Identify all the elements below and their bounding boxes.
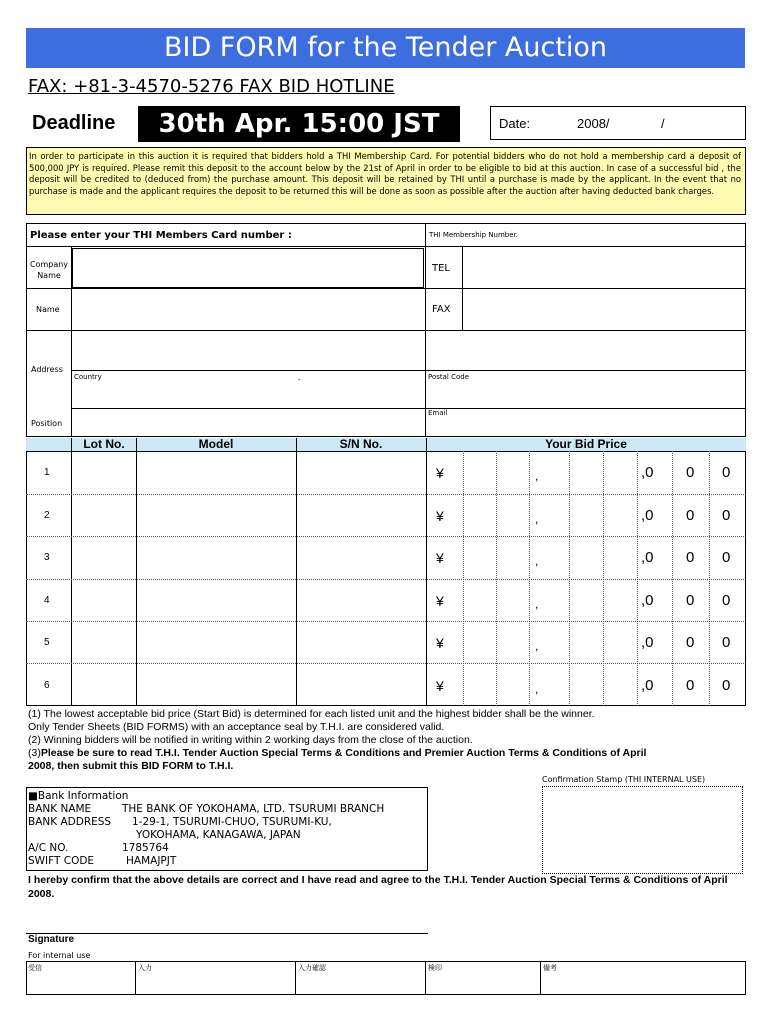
grid-line [295,961,296,995]
row-number: 1 [44,467,50,478]
thousands-comma: , [535,682,539,696]
grid-line [426,438,427,706]
grid-line [296,438,297,706]
name-input[interactable] [72,290,424,329]
country-label: Country [74,373,102,381]
bank-name-value: THE BANK OF YOKOHAMA, LTD. TSURUMI BRANCH [122,803,385,815]
thousands-comma: , [535,597,539,611]
bank-name-label: BANK NAME [28,803,92,815]
account-number-label: A/C NO. [28,842,69,854]
bank-information [26,787,428,871]
grid-line [26,288,746,289]
row-number: 5 [44,637,50,648]
signature-line[interactable] [26,933,428,934]
thousands-comma: , [535,639,539,653]
internal-col-remarks: 備考 [543,965,557,972]
thousands-comma: , [535,554,539,568]
name-label: Name [36,305,60,314]
position-label: Position [31,419,63,428]
note-1: (1) The lowest acceptable bid price (Start Bid) is determined for each listed unit and the highest bidder shall be the winner. [28,708,595,720]
signature-label: Signature [28,934,75,945]
grid-line [26,246,746,247]
grid-line [136,438,137,706]
grid-line [26,536,746,537]
bank-address-label: BANK ADDRESS [28,816,112,828]
internal-use-label: For internal use [28,951,91,960]
sn-header: S/N No. [339,437,383,451]
bank-heading: ■Bank Information [28,790,129,802]
fax-input[interactable] [463,290,745,329]
lot-header: Lot No. [83,437,125,451]
grid-line [71,438,72,706]
deadline-value: 30th Apr. 15:00 JST [138,106,460,142]
thousands-comma: , [535,512,539,526]
yen-sign: ¥ [436,508,444,524]
grid-line [135,961,136,995]
confirmation-stamp-box [542,786,743,874]
row-number: 3 [44,552,50,563]
yen-sign: ¥ [436,550,444,566]
member-card-prompt: Please enter your THI Members Card number : [30,230,292,241]
company-name-input[interactable] [72,248,424,288]
date-label: Date: [499,116,531,131]
internal-col-seal: 検印 [428,965,442,972]
account-number-value: 1785764 [122,842,169,854]
fax-hotline: FAX: +81-3-4570-5276 FAX BID HOTLINE [28,76,395,97]
date-year: 2008/ [577,116,610,131]
thousands-comma: , [535,469,539,483]
note-3: (3)Please be sure to read T.H.I. Tender Auction Special Terms & Conditions and Premier Auction Terms & Conditions of April [28,747,647,759]
bid-price-header: Your Bid Price [545,437,627,451]
tel-input[interactable] [463,248,745,288]
position-input[interactable] [72,409,424,437]
address-input[interactable] [72,331,745,370]
note-2: (2) Winning bidders will be notified in writing within 2 working days from the close of the auction. [28,734,473,746]
swift-code-value: HAMAJPJT [126,855,177,867]
tel-label: TEL [432,263,450,274]
yen-sign: ¥ [436,635,444,651]
date-separator: / [661,116,665,131]
row-number: 4 [44,595,50,606]
confirmation-stamp-label: Confirmation Stamp (THI INTERNAL USE) [542,775,706,784]
note-1b: Only Tender Sheets (BID FORMS) with an acceptance seal by T.H.I. are considered valid. [28,721,445,733]
deadline-label: Deadline [32,112,116,134]
confirmation-statement: I hereby confirm that the above details are correct and I have read and agree to the T.H.I. Tender Auction Special Terms & Conditions of April 2008. [28,874,728,900]
grid-line [26,579,746,580]
grid-line [425,961,426,995]
bank-address-line2: YOKOHAMA, KANAGAWA, JAPAN [136,829,301,841]
address-label: Address [31,365,63,374]
grid-line [71,370,746,371]
postal-code-label: Postal Code [428,373,470,381]
bank-address-line1: 1-29-1, TSURUMI-CHUO, TSURUMI-KU, [132,816,332,828]
row-number: 6 [44,680,50,691]
deposit-notice: In order to participate in this auction it is required that bidders hold a THI Membership Card. For potential bidders who do not hold a membership card a deposit of 500,000 JPY is required. Please remit this deposit to the account below by the 21st of April in order to be eligible to bid at this auction. In case of a successful bid , the deposit will be credited to (deduced from) the purchase amount. This deposit will be retained by THI until a purchase is made by the applicant. In the event that no purchase is made and the applicant requires the deposit to be returned this will be done as soon as possible after the auction after having deducted bank charges. [26,147,746,215]
model-header: Model [198,437,234,451]
date-field[interactable] [490,106,746,140]
internal-col-input: 入力 [138,965,152,972]
yen-sign: ¥ [436,465,444,481]
fax-label: FAX [432,304,451,315]
grid-line [26,621,746,622]
yen-sign: ¥ [436,678,444,694]
email-label: Email [428,409,448,417]
internal-use-table [26,961,746,995]
internal-col-input-check: 入力確認 [298,965,326,972]
grid-line [26,663,746,664]
membership-number-label: THI Membership Number. [429,231,519,239]
grid-line [540,961,541,995]
swift-code-label: SWIFT CODE [28,855,95,867]
row-number: 2 [44,510,50,521]
internal-col-received: 受信 [28,965,42,972]
email-input[interactable] [428,419,745,437]
yen-sign: ¥ [436,593,444,609]
company-name-label: Company Name [29,260,69,280]
form-title: BID FORM for the Tender Auction [26,28,745,68]
note-3b: 2008, then submit this BID FORM to T.H.I. [28,760,234,772]
country-dot: - [298,376,301,384]
grid-line [26,494,746,495]
